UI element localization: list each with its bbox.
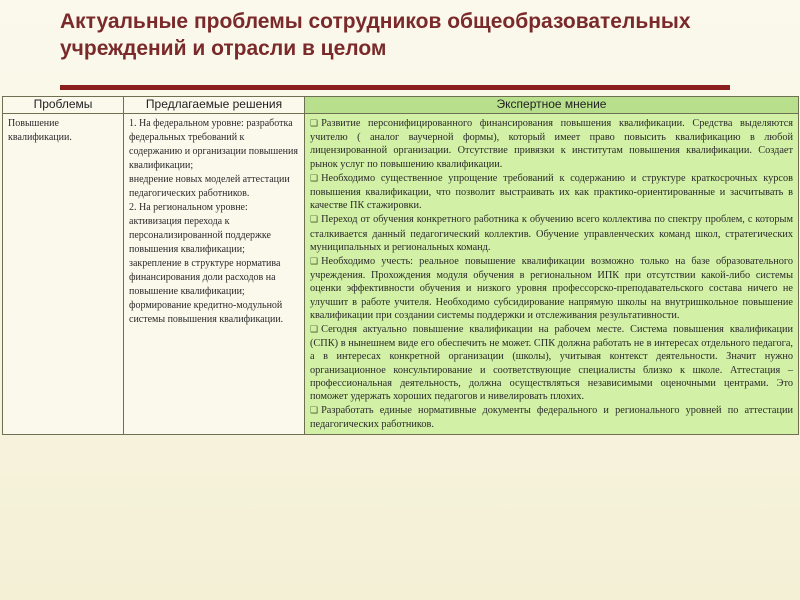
expert-opinion-cell — [305, 114, 799, 435]
solutions-list — [125, 115, 303, 329]
header-problems: Проблемы — [3, 97, 124, 114]
expert-opinion-text: Необходимо учесть: реальное повышение квалификации возможно только на базе образовательного учреждения. Прохождения модуля обучения в региональном ИПК при отсутствии какой-либо системы оценки эффективности обучения и низкого уровня профессорско-преподавательского состава ничего не улучшит в работе учителя. Необходимо субсидирование напрямую школы на внутришкольное повышение квалификации при создании системы поддержки и отслеживания результативности. — [310, 256, 793, 321]
checkbox-square-icon: ❑ — [310, 325, 319, 336]
expert-opinion-list — [306, 115, 797, 432]
expert-opinion-item — [310, 172, 793, 213]
solutions-cell — [124, 114, 305, 435]
checkbox-square-icon: ❑ — [310, 406, 319, 417]
checkbox-square-icon: ❑ — [310, 173, 319, 184]
checkbox-square-icon: ❑ — [310, 257, 319, 268]
header-expert-opinion: Экспертное мнение — [305, 97, 799, 114]
expert-opinion-item — [310, 255, 793, 322]
expert-opinion-text: Сегодня актуально повышение квалификации на рабочем месте. Система повышения квалификации (СПК) в нынешнем виде его обеспечить не может. СПК должна работать не в интересах отдельного педагога, а в интересах конкретной организации (школы), учитывая контекст деятельности. Значит нужно организационное консультирование и соответствующие специалисты близко к школе. Аттестация – профессиональная деятельность, должна осуществляться независимыми оценочными центрами. Это поможет удержать хороших педагогов и нивелировать плохих. — [310, 324, 793, 403]
expert-opinion-text: Необходимо существенное упрощение требований к содержанию и структуре краткосрочных курсов повышения квалификации, что позволит выстраивать их как практико-ориентированные и засчитывать в качестве ПК стажировки. — [310, 172, 793, 212]
solution-item: формирование кредитно-модульной системы повышения квалификации. — [129, 300, 284, 325]
table-row — [3, 114, 799, 435]
checkbox-square-icon: ❑ — [310, 119, 319, 129]
table-header-row — [3, 97, 799, 114]
problem-cell — [3, 114, 124, 435]
solution-item: закрепление в структуре норматива финансирования доли расходов на повышение квалификации; — [129, 258, 281, 297]
expert-opinion-text: Разработать единые нормативные документы федерального и регионального уровней по аттестации педагогических работников. — [310, 405, 793, 431]
issues-table — [2, 96, 799, 435]
expert-opinion-item — [310, 404, 793, 431]
solution-item: 2. На региональном уровне: активизация перехода к персонализированной поддержке повышения квалификации; — [129, 202, 271, 255]
checkbox-square-icon: ❑ — [310, 215, 319, 226]
slide-title: Актуальные проблемы сотрудников общеобразовательных учреждений и отрасли в целом — [60, 10, 691, 60]
solution-item: 1. На федеральном уровне: разработка федеральных требований к содержанию и организации повышения квалификации; — [129, 118, 298, 171]
expert-opinion-text: Переход от обучения конкретного работника к обучению всего коллектива по спектру проблем, с которым сталкивается данный педагогический коллектив. Обучение управленческих команд школ, стратегических муниципальных и региональных команд. — [310, 214, 793, 253]
expert-opinion-item — [310, 117, 793, 171]
expert-opinion-item — [310, 323, 793, 403]
expert-opinion-text: Развитие персонифицированного финансирования повышения квалификации. Средства выделяются учителю ( аналог ваучерной формы), который имеет право повысить квалификацию в любой лицензированной организации. Отсутствие привязки к институтам повышения квалификации. Создает рынок услуг по повышению квалификации. — [310, 118, 793, 170]
expert-opinion-item — [310, 213, 793, 254]
problem-text: Повышение квалификации. — [8, 118, 72, 143]
header-solutions: Предлагаемые решения — [124, 97, 305, 114]
solution-item: внедрение новых моделей аттестации педагогических работников. — [129, 174, 290, 199]
title-underline — [60, 85, 730, 90]
